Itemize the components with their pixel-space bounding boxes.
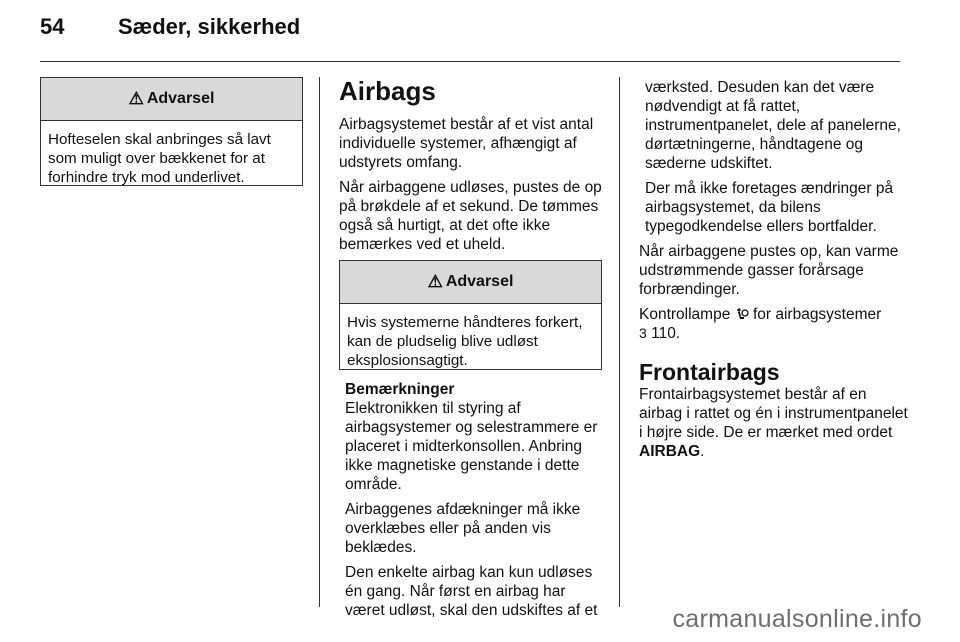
watermark: carmanualsonline.info	[672, 605, 922, 633]
section-title-frontairbags: Frontairbags	[639, 359, 780, 385]
indicator-suffix: for airbagsystemer	[752, 306, 882, 323]
indicator-prefix: Kontrollampe	[639, 306, 731, 323]
section-title-airbags: Airbags	[339, 76, 436, 106]
chapter-title: Sæder, sikkerhed	[118, 14, 301, 39]
airbag-indicator-icon	[735, 307, 749, 321]
notes-paragraph-4: Der må ikke foretages ændringer på airbagsystemet, da bilens typegodkendelse ellers bortfalder.	[645, 180, 894, 235]
burns-paragraph: Når airbaggene pustes op, kan varme udstrømmende gasser forårsage forbrændinger.	[639, 243, 899, 298]
warning-text: Hvis systemerne håndteres forkert, kan de pludselig blive udløst eksplosionsagtigt.	[347, 314, 583, 369]
airbags-paragraph-1: Airbagsystemet består af et vist antal individuelle systemer, afhængigt af udstyrets omfang.	[339, 116, 594, 171]
notes-paragraph-3-cont: værksted. Desuden kan det være nødvendigt at få rattet, instrumentpanelet, dele af panelerne, dørtætningerne, håndtagene og sæderne udskiftet.	[645, 79, 901, 172]
indicator-paragraph	[639, 305, 909, 343]
frontairbags-paragraph	[639, 385, 909, 461]
notes-paragraph-2: Airbaggenes afdækninger må ikke overklæbes eller på anden vis beklædes.	[345, 501, 581, 556]
notes-title: Bemærkninger	[345, 381, 455, 398]
frontairbags-text: Frontairbagsystemet består af en airbag i rattet og én i instrumentpanelet i højre side. De er mærket med ordet	[639, 386, 908, 441]
reference-arrow-icon: 3	[639, 325, 647, 341]
warning-box-airbag-handling	[339, 260, 602, 370]
warning-title: Advarsel	[146, 90, 215, 107]
warning-header	[41, 78, 302, 121]
airbag-label: AIRBAG	[639, 443, 701, 460]
warning-title: Advarsel	[445, 273, 514, 290]
notes-paragraph-1: Elektronikken til styring af airbagsystemer og selestrammere er placeret i midterkonsollen. Anbring ikke magnetiske genstande i dette område.	[345, 400, 598, 493]
warning-triangle-icon: ⚠	[427, 272, 443, 291]
column-divider-2	[619, 77, 620, 607]
warning-text: Hofteselen skal anbringes så lavt som muligt over bækkenet for at forhindre tryk mod underlivet.	[48, 131, 271, 186]
notes-paragraph-3-start: Den enkelte airbag kan kun udløses én gang. Når først en airbag har været udløst, skal den udskiftes af et	[345, 564, 598, 619]
airbags-section	[339, 76, 609, 260]
warning-box-seatbelt	[40, 77, 303, 186]
warning-header	[340, 261, 601, 304]
page-reference[interactable]: 110.	[651, 325, 681, 342]
notes-section	[345, 380, 607, 620]
warning-triangle-icon: ⚠	[128, 89, 144, 108]
frontairbags-end: .	[700, 443, 705, 460]
page-number: 54	[40, 14, 65, 39]
column-divider-1	[319, 77, 320, 607]
header-rule	[40, 61, 900, 62]
airbags-paragraph-2: Når airbaggene udløses, pustes de op på brøkdele af et sekund. De tømmes også så hurtigt, at det ofte ikke bemærkes ved et uheld.	[339, 179, 602, 253]
column-3	[639, 78, 909, 467]
